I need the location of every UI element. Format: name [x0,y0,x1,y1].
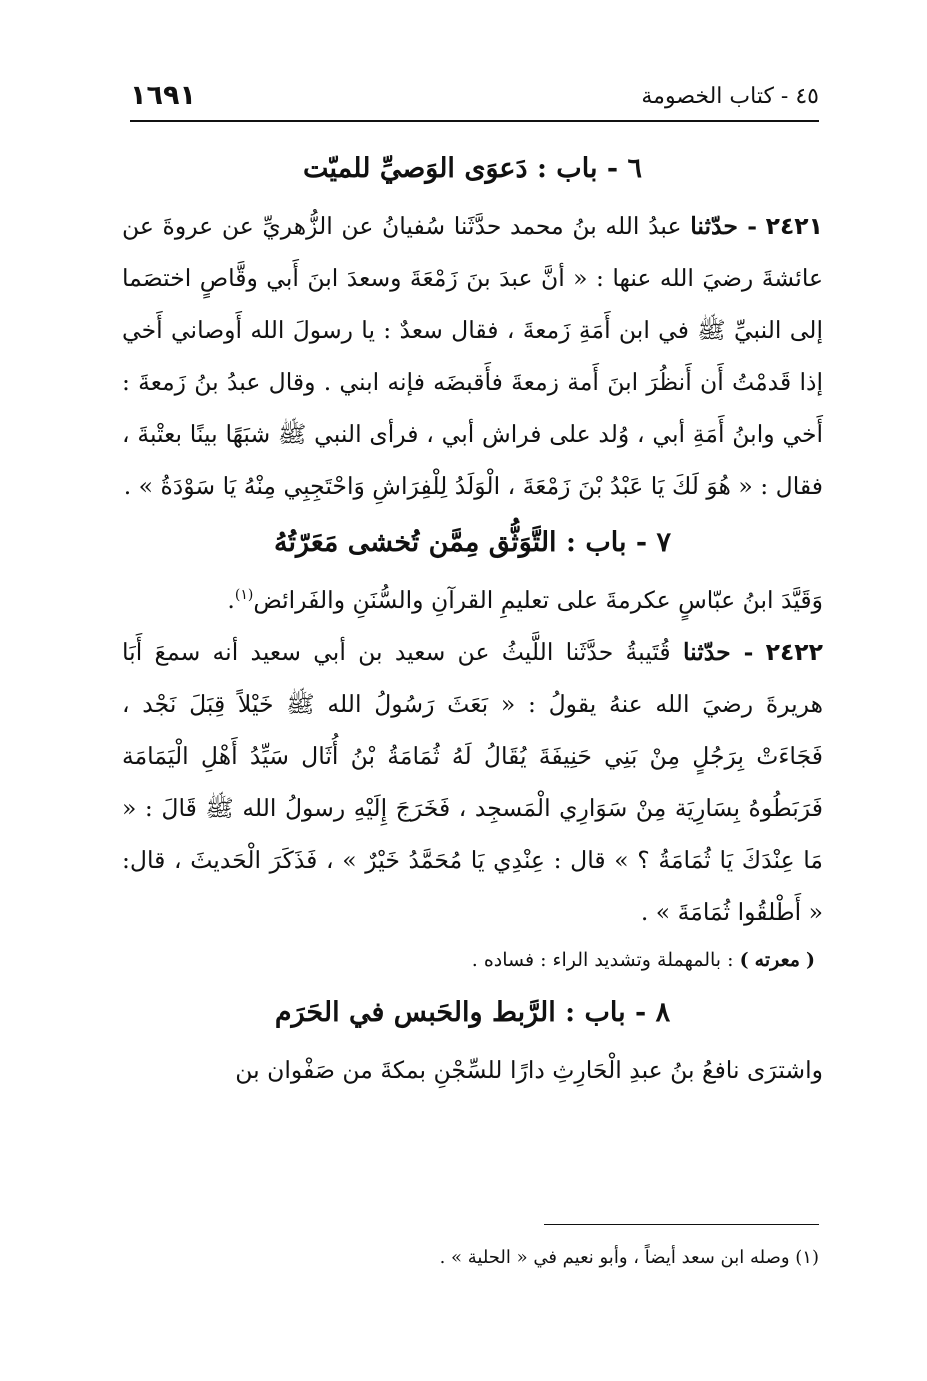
hadith-text: قُتَيبةُ حدَّثَنا اللَّيثُ عن سعيد بن أبي سعيد أنه سمعَ أَبَا هريرةَ رضيَ الله عنهُ يقولُ : « بَعَثَ رَسُولُ الله ﷺ خَيْلاً قِبَلَ نَجْد ، فَجَاءَتْ بِرَجُلٍ مِنْ بَنِي حَنِيفَةَ يُقَالُ لَهُ ثُمَامَةُ بْنُ أُثَال سَيِّدُ أَهْلِ الْيَمَامَة فَرَبَطُوهُ بِسَارِيَة مِنْ سَوَارِي الْمَسجِد ، فَخَرَجَ إِلَيْهِ رسولُ الله ﷺ قَالَ : « مَا عِنْدَكَ يَا ثُمَامَةُ ؟ » قال : عِنْدِي يَا مُحَمَّدُ خَيْرٌ » ، فَذَكَرَ الْحَديثَ ، قال: « أَطْلقُوا ثُمَامَةَ » . [122,638,823,926]
footnote-rule [544,1224,819,1225]
gloss-note [122,938,823,982]
hadith-2421 [122,200,823,512]
section-8-intro [122,1044,823,1096]
running-header [130,80,819,118]
page-number: ١٦٩١ [130,80,196,111]
footnote [130,1238,819,1278]
footnote-reference[interactable]: (١) [234,587,254,604]
section-7-intro-text: وَقَيَّدَ ابنُ عبّاسٍ عكرمةَ على تعليمِ القرآنِ والسُّنَنِ والفَرائض [253,586,823,614]
hadith-2422 [122,626,823,938]
hadith-lead: - حدّثنا [682,638,754,666]
chapter-heading-7: ٧ - باب : التَّوَثُّق مِمَّن تُخشى مَعَرّتُهُ [273,527,672,558]
hadith-number: ٢٤٢١ [765,212,823,240]
running-title: ٤٥ - كتاب الخصومة [641,84,819,109]
header-rule [130,120,819,122]
main-text [122,138,823,1096]
section-7-intro [122,574,823,626]
chapter-heading-8: ٨ - باب : الرَّبط والحَبس في الحَرَم [274,997,671,1028]
gloss-open-paren: ( [806,949,815,971]
gloss-term: معرته [754,949,800,971]
hadith-number: ٢٤٢٢ [765,638,823,666]
gloss-close-paren: ) [739,949,749,971]
section-7-intro-end: . [227,586,235,614]
footnote-text: (١) وصله ابن سعد أيضاً ، وأبو نعيم في « الحلية » . [439,1247,819,1268]
section-8-intro-text: واشترَى نافعُ بنُ عبدِ الْحَارِثِ دارًا للسِّجْنِ بمكةَ من صَفْوان بن [235,1056,823,1084]
gloss-text: : بالمهملة وتشديد الراء : فساده . [471,949,734,971]
hadith-lead: - حدّثنا [690,212,757,240]
hadith-text: عبدُ الله بنُ محمد حدَّثَنا سُفيانُ عن الزُّهريِّ عن عروةَ عن عائشةَ رضيَ الله عنها : « أنَّ عبدَ بنَ زَمْعَةَ وسعدَ ابنَ أَبي وقَّاصٍ اختصَما إلى النبيِّ ﷺ في ابن أَمَةِ زَمعةَ ، فقال سعدٌ : يا رسولَ الله أَوصاني أَخي إذا قَدمْتُ أَن أَنظُرَ ابنَ أَمة زمعةَ فأَقبضَه فإنه ابني . وقال عبدُ بنُ زَمعةَ : أَخي وابنُ أَمَةِ أبي ، وُلد على فراش أبي ، فرأى النبي ﷺ شبَهًا بينًا بعتْبةَ ، فقال : « هُوَ لَكَ يَا عَبْدُ بْنَ زَمْعَةَ ، الْوَلَدُ لِلْفِرَاشِ وَاحْتَجِبِي مِنْهُ يَا سَوْدَةُ » . [122,212,823,500]
chapter-heading-6: ٦ - باب : دَعوَى الوَصيِّ للميّت [302,153,642,184]
